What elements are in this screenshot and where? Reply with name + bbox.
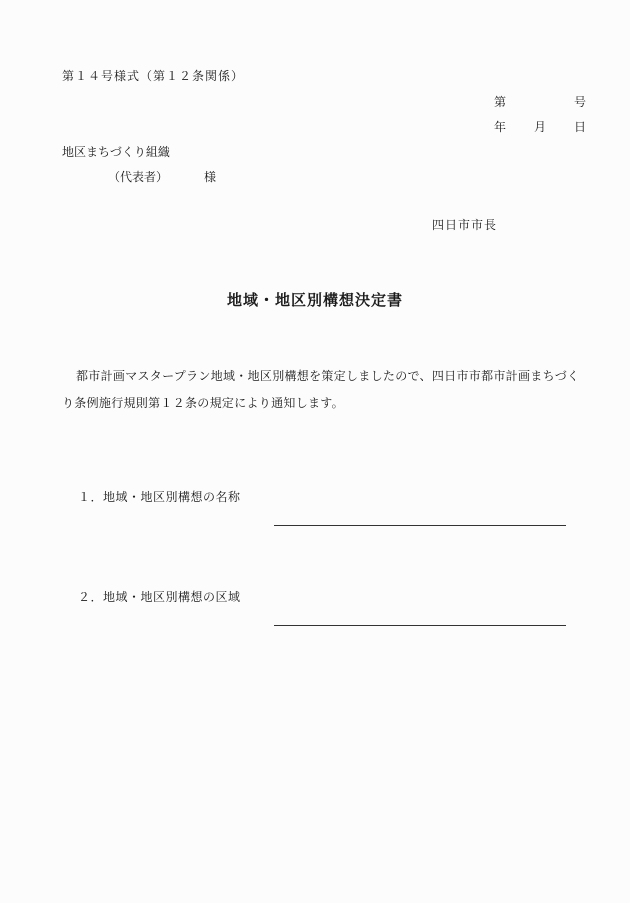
body-text: 都市計画マスタープラン地域・地区別構想を策定しましたので、四日市市都市計画まちづくり条例施行規則第１２条の規定により通知します。 (62, 369, 580, 410)
addressee-organization: 地区まちづくり組織 (62, 145, 170, 159)
document-number-suffix: 号 (573, 95, 586, 109)
addressee-representative (108, 168, 216, 185)
issue-date (494, 118, 586, 135)
item-name-blank-line[interactable] (274, 525, 566, 526)
document-title: 地域・地区別構想決定書 (226, 291, 403, 309)
item-name-label: １．地域・地区別構想の名称 (78, 490, 241, 504)
representative-label: （代表者） (108, 170, 169, 184)
item-area-blank-line[interactable] (274, 625, 566, 626)
honorific: 様 (204, 170, 217, 184)
date-year: 年 (494, 120, 507, 134)
date-month: 月 (533, 120, 546, 134)
issuer-name: 四日市市長 (432, 218, 498, 232)
form-number: 第１４号様式（第１２条関係） (62, 69, 245, 83)
document-number (494, 93, 586, 110)
date-day: 日 (573, 120, 586, 134)
item-area-label: ２．地域・地区別構想の区域 (78, 590, 241, 604)
document-number-prefix: 第 (494, 95, 507, 109)
